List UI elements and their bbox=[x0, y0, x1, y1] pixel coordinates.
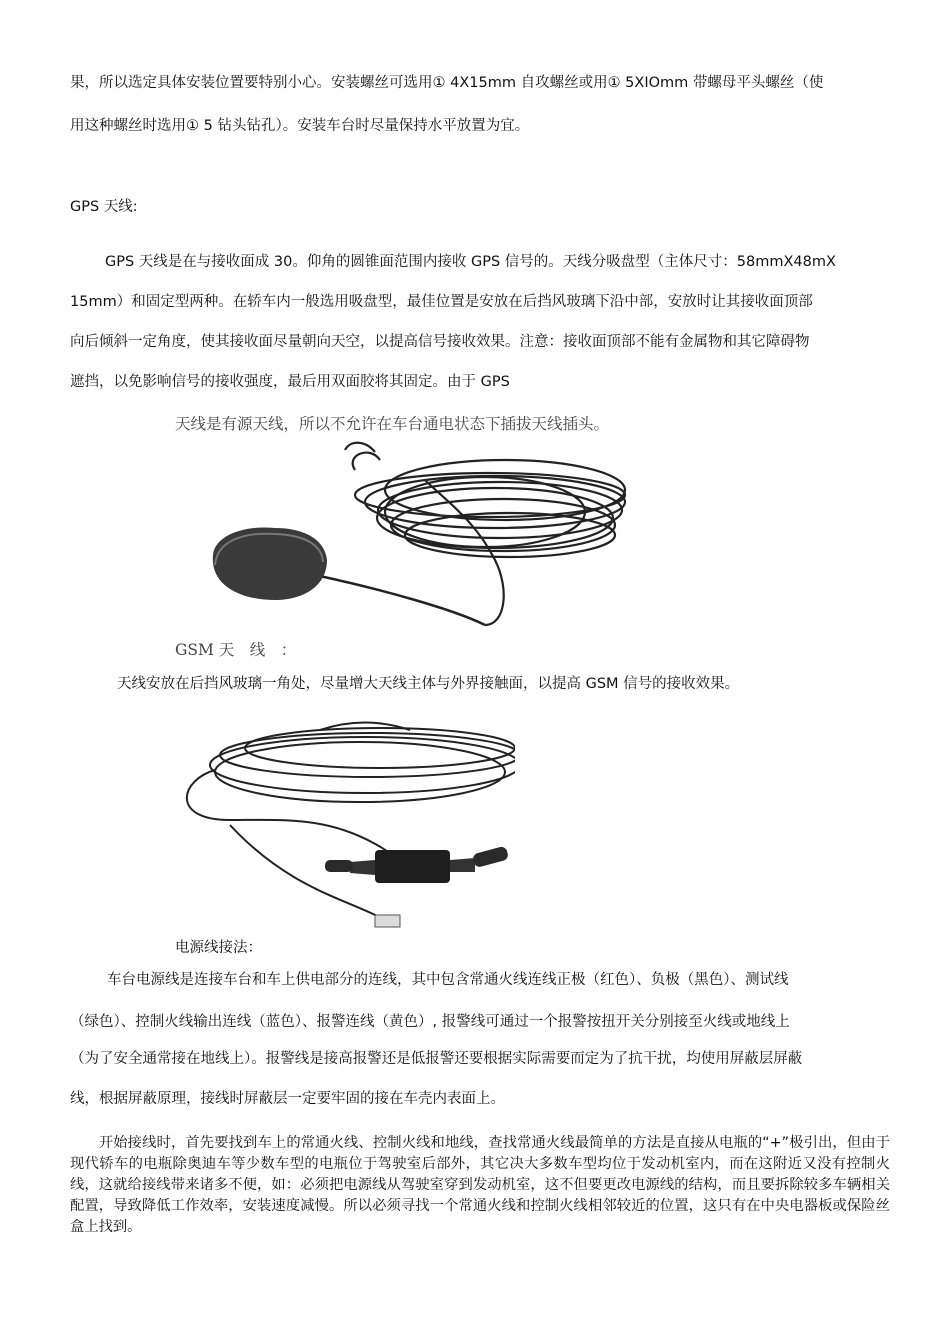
paragraph-line: 果，所以选定具体安装位置要特别小心。安装螺丝可选用① 4X15mm 自攻螺丝或用① 5XIOmm 带螺母平头螺丝（使 bbox=[70, 75, 824, 91]
paragraph-line: 用这种螺丝时选用① 5 钻头钻孔）。安装车台时尽量保持水平放置为宜。 bbox=[70, 118, 530, 134]
gsm-antenna-photo bbox=[170, 710, 515, 938]
paragraph-line: 天线是有源天线，所以不允许在车台通电状态下插拔天线插头。 bbox=[175, 415, 610, 433]
paragraph-line: GPS 天线是在与接收面成 30。仰角的圆锥面范围内接收 GPS 信号的。天线分吸盘型（主体尺寸：58mmX48mX bbox=[105, 254, 836, 270]
paragraph-line: 15mm）和固定型两种。在轿车内一般选用吸盘型，最佳位置是安放在后挡风玻璃下沿中部，安放时让其接收面顶部 bbox=[70, 294, 813, 310]
section-heading-gsm: GSM 天 线 ： bbox=[175, 641, 297, 659]
paragraph-line: 线，根据屏蔽原理，接线时屏蔽层一定要牢固的接在车壳内表面上。 bbox=[70, 1091, 505, 1107]
section-heading-gps: GPS 天线: bbox=[70, 199, 138, 215]
section-heading-power: 电源线接法： bbox=[175, 940, 262, 956]
gps-antenna-photo bbox=[205, 440, 635, 635]
paragraph-line: 向后倾斜一定角度，使其接收面尽量朝向天空，以提高信号接收效果。注意：接收面顶部不能有金属物和其它障碍物 bbox=[70, 334, 810, 350]
paragraph-line: （为了安全通常接在地线上）。报警线是接高报警还是低报警还要根据实际需要而定为了抗干扰，均使用屏蔽层屏蔽 bbox=[70, 1051, 803, 1067]
paragraph: 开始接线时，首先要找到车上的常通火线、控制火线和地线，查找常通火线最简单的方法是直接从电瓶的“+”极引出，但由于现代轿车的电瓶除奥迪车等少数车型的电瓶位于驾驶室后部外，其它决大多数车型均位于发动机室内，而在这附近又没有控制火线，这就给接线带来诸多不便，如：必须把电源线从驾驶室穿到发动机室，这不但要更改电源线的结构，而且要拆除较多车辆相关配置，导致降低工作效率，安装速度减慢。所以必须寻找一个常通火线和控制火线相邻较近的位置，这只有在中央电器板或保险丝盒上找到。 bbox=[70, 1135, 890, 1235]
paragraph-line: 天线安放在后挡风玻璃一角处，尽量增大天线主体与外界接触面，以提高 GSM 信号的接收效果。 bbox=[117, 676, 740, 692]
paragraph-line: （绿色）、控制火线输出连线（蓝色）、报警连线（黄色）, 报警线可通过一个报警按扭开关分别接至火线或地线上 bbox=[70, 1014, 790, 1030]
paragraph-line: 车台电源线是连接车台和车上供电部分的连线，其中包含常通火线连线正极（红色）、负极（黑色）、测试线 bbox=[107, 972, 789, 988]
paragraph-line: 遮挡，以免影响信号的接收强度，最后用双面胶将其固定。由于 GPS bbox=[70, 374, 510, 390]
